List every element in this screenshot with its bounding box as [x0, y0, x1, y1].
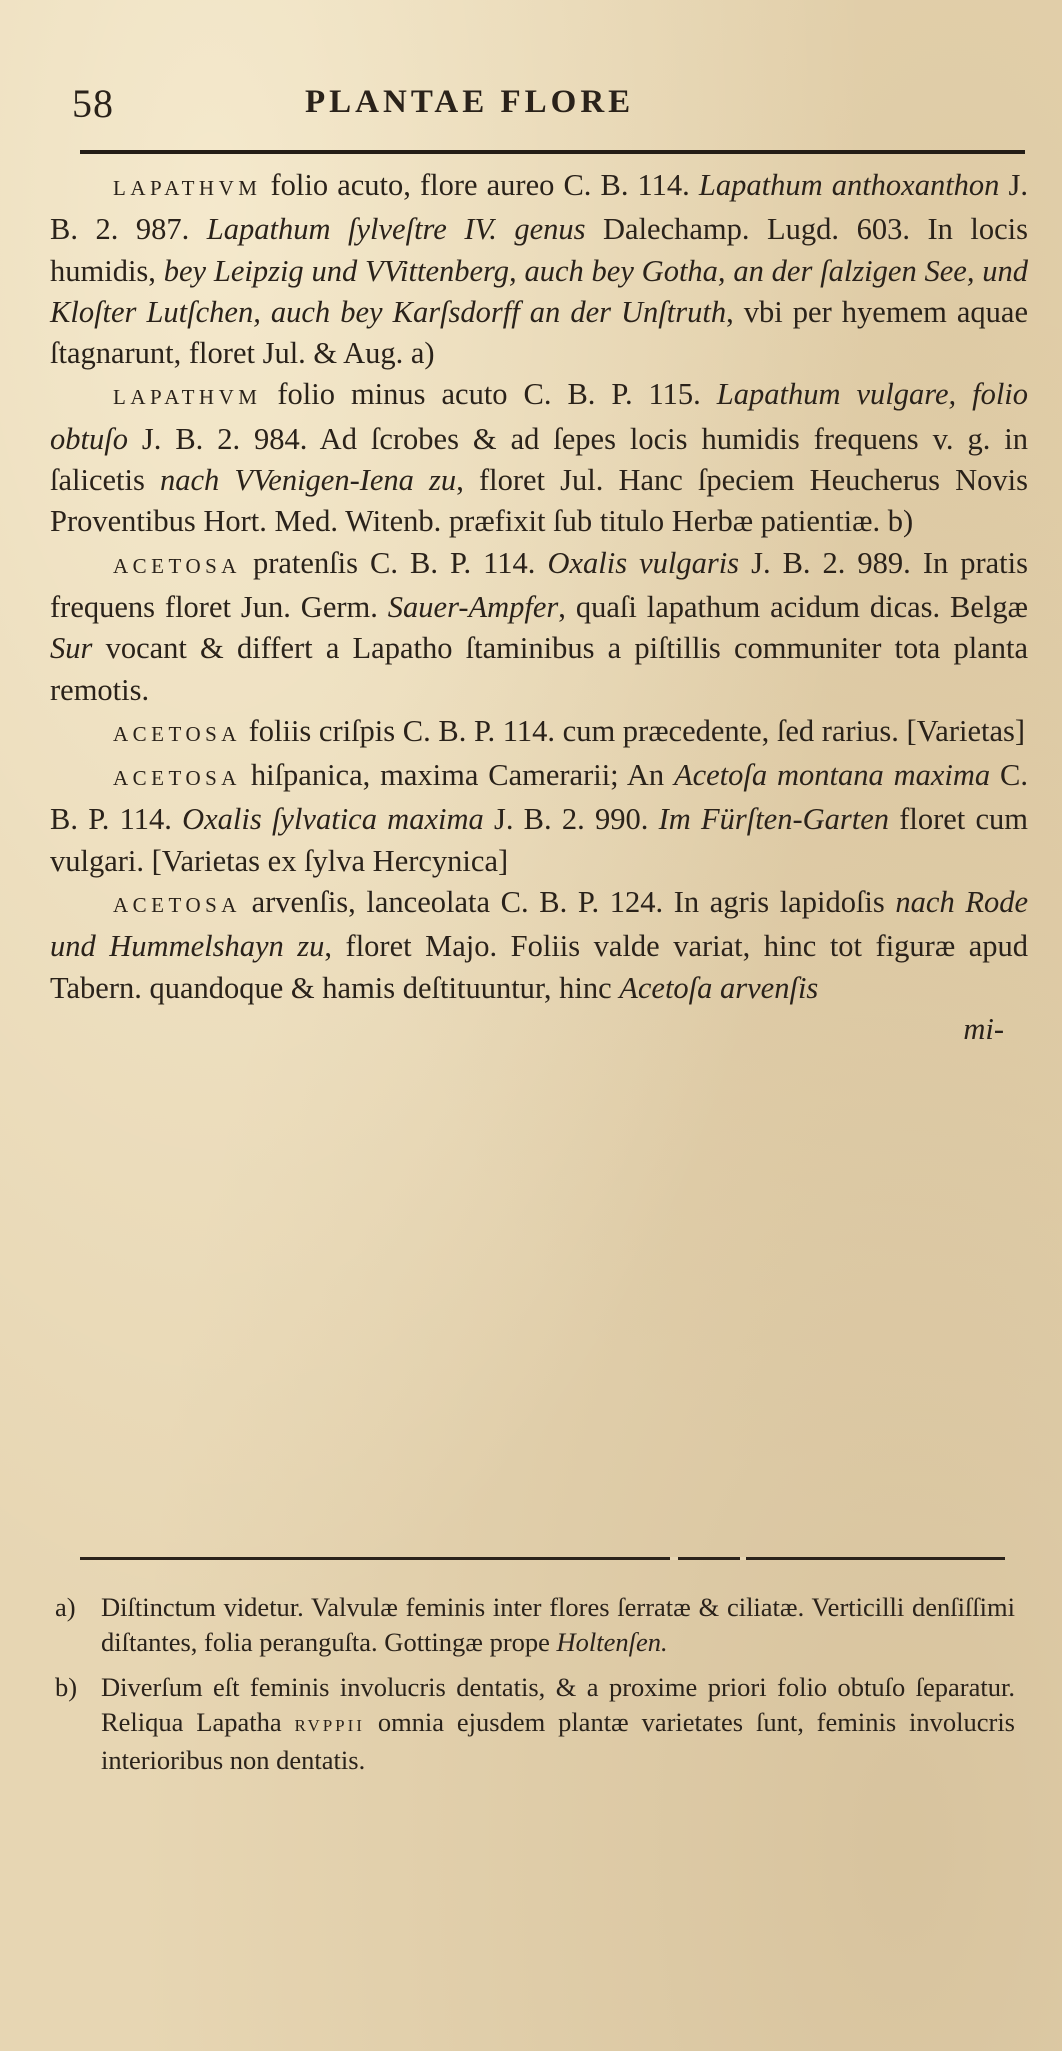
entry-text: C. B. P. 114. [50, 758, 1029, 837]
entry-text: Dalechamp. Lugd. 603. In locis humidis, [50, 212, 1029, 288]
entry-name: LAPATHVM [113, 385, 262, 410]
footnote-text: Diverſum eſt feminis involucris dentatis, & a proxime priori folio obtuſo ſeparatur. Reliqua Lapatha [101, 1672, 1015, 1737]
entry-text: arvenſis, lanceolata C. B. P. 124. In agris lapidoſis [251, 885, 896, 920]
entry-italic: Lapathum vulgare, folio obtuſo [50, 377, 1029, 456]
entry-lapathum-minus-acuto [50, 374, 1028, 542]
entry-italic: Sauer-Ampfer [387, 589, 559, 624]
entry-text: , floret Majo. Foliis valde variat, hinc tot figuræ apud Tabern. quandoque & hamis deſtituuntur, hinc [50, 929, 1028, 1005]
entry-italic: Sur [50, 631, 93, 666]
rule-gap [740, 1557, 746, 1560]
footnote-b [55, 1670, 1015, 1778]
footnote-rule [80, 1557, 1005, 1560]
entry-name: ACETOSA [113, 893, 241, 918]
entry-text: pratenſis C. B. P. 114. [252, 545, 548, 580]
page-number: 58 [72, 81, 114, 126]
entry-italic: Oxalis vulgaris [547, 545, 740, 580]
entry-text: hiſpanica, maxima Camerarii; An [250, 758, 674, 793]
running-head: PLANTAE FLORE [305, 84, 635, 120]
entry-text: folio acuto, flore aureo C. B. 114. [270, 168, 699, 202]
rule-gap [670, 1557, 678, 1560]
entry-text: vocant & differt a Lapatho ſtaminibus a piſtillis communiter tota planta remotis. [50, 631, 1028, 707]
footnote-italic: Holtenſen. [556, 1626, 668, 1657]
entry-acetosa-crispis [50, 711, 1028, 755]
entry-acetosa-pratensis [50, 543, 1028, 711]
entry-text: J. B. 2. 990. [483, 802, 659, 837]
entry-italic: Oxalis ſylvatica maxima [182, 802, 484, 837]
footnote-a [55, 1590, 1015, 1659]
entry-italic: nach VVenigen-Iena zu [159, 463, 457, 498]
entry-name: ACETOSA [113, 766, 241, 791]
footnotes [55, 1590, 1015, 1789]
entry-text: J. B. 2. 987. [50, 168, 1029, 247]
entry-italic: Acetoſa montana maxima [673, 758, 991, 793]
entry-text: folio minus acuto C. B. P. 115. [277, 377, 717, 412]
entry-text: floret cum vulgari. [Varietas ex ſylva Hercynica] [50, 802, 1029, 878]
footnote-text: omnia ejusdem plantæ varietates ſunt, feminis involucris interioribus non dentatis. [101, 1706, 1015, 1775]
entry-acetosa-arvensis [50, 882, 1028, 1009]
main-text [50, 165, 1028, 1050]
entry-italic: nach Rode und Hummelshayn zu [50, 885, 1028, 964]
page-header [70, 80, 1000, 130]
entry-lapathum-acuto [50, 165, 1028, 374]
entry-italic: bey Leipzig und VVittenberg, auch bey Gotha, an der ſalzigen See, und Kloſter Lutſchen, auch bey Karſsdorff an der Unſtruth [50, 253, 1029, 329]
entry-text: foliis criſpis C. B. P. 114. cum præcedente, ſed rarius. [Varietas] [248, 713, 1026, 748]
entry-italic: Acetoſa arvenſis [619, 970, 819, 1005]
entry-text: , vbi per hyemem aquae ſtagnarunt, floret Jul. & Aug. a) [50, 294, 1028, 371]
footnote-small-caps: RVPPII [294, 1715, 365, 1735]
entry-text: , floret Jul. Hanc ſpeciem Heucherus Novis Proventibus Hort. Med. Witenb. præfixit ſub titulo Herbæ patientiæ. b) [50, 463, 1029, 539]
entry-italic: Lapathum anthoxanthon [698, 168, 1000, 202]
entry-name: ACETOSA [113, 553, 241, 578]
footnote-marker: b) [55, 1672, 78, 1702]
entry-italic: Im Fürſten-Garten [658, 802, 890, 837]
entry-text: J. B. 2. 989. In pratis frequens floret Jun. Germ. [50, 545, 1028, 624]
entry-name: ACETOSA [113, 721, 241, 746]
entry-italic: Lapathum ſylveſtre IV. genus [206, 212, 586, 247]
footnote-text: Diſtinctum videtur. Valvulæ feminis inter flores ſerratæ & ciliatæ. Verticilli denſiſſimi diſtantes, folia peranguſta. Gottingæ prope [101, 1592, 1015, 1657]
entry-text: J. B. 2. 984. Ad ſcrobes & ad ſepes locis humidis frequens v. g. in ſalicetis [50, 421, 1028, 498]
header-rule [80, 150, 1025, 154]
entry-name: LAPATHVM [113, 176, 262, 200]
entry-acetosa-hispanica [50, 755, 1028, 882]
footnote-marker: a) [55, 1592, 76, 1622]
catchword: mi- [963, 1011, 1004, 1046]
entry-text: , quaſi lapathum acidum dicas. Belgæ [558, 589, 1028, 624]
